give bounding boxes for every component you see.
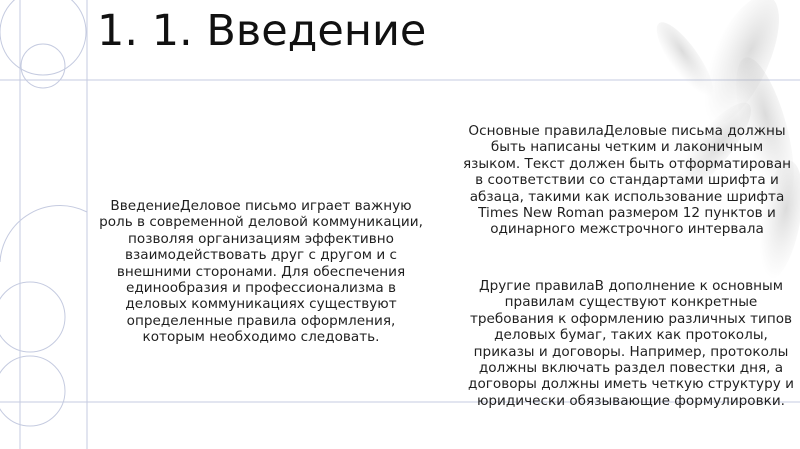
decorative-circle xyxy=(0,0,86,75)
intro-text-block: ВведениеДеловое письмо играет важную роль в современной деловой коммуникации, позволяя организациям эффективно взаимодействовать друг с другом и с внешними сторонами. Для обеспечения единообразия и профессионализма в деловых коммуникациях существуют определенные правила оформления, которым необходимо следовать. xyxy=(99,198,423,346)
decorative-circle xyxy=(21,44,65,88)
decorative-arc xyxy=(0,206,87,262)
decorative-circle xyxy=(0,282,65,352)
decorative-circle xyxy=(0,356,65,426)
other-rules-text-block: Другие правилаВ дополнение к основным правилам существуют конкретные требования к оформлению различных типов деловых бумаг, таких как протоколы, приказы и договоры. Например, протоколы должны включать раздел повестки дня, а договоры должны иметь четкую структуру и юридически обязывающие формулировки. xyxy=(468,278,794,409)
main-rules-text-block: Основные правилаДеловые письма должны быть написаны четким и лаконичным языком. Текст должен быть отформатирован в соответствии со стандартами шрифта и абзаца, такими как использование шрифта Times New Roman размером 12 пунктов и одинарного межстрочного интервала xyxy=(462,123,792,238)
slide-title: 1. 1. Введение xyxy=(97,6,427,56)
